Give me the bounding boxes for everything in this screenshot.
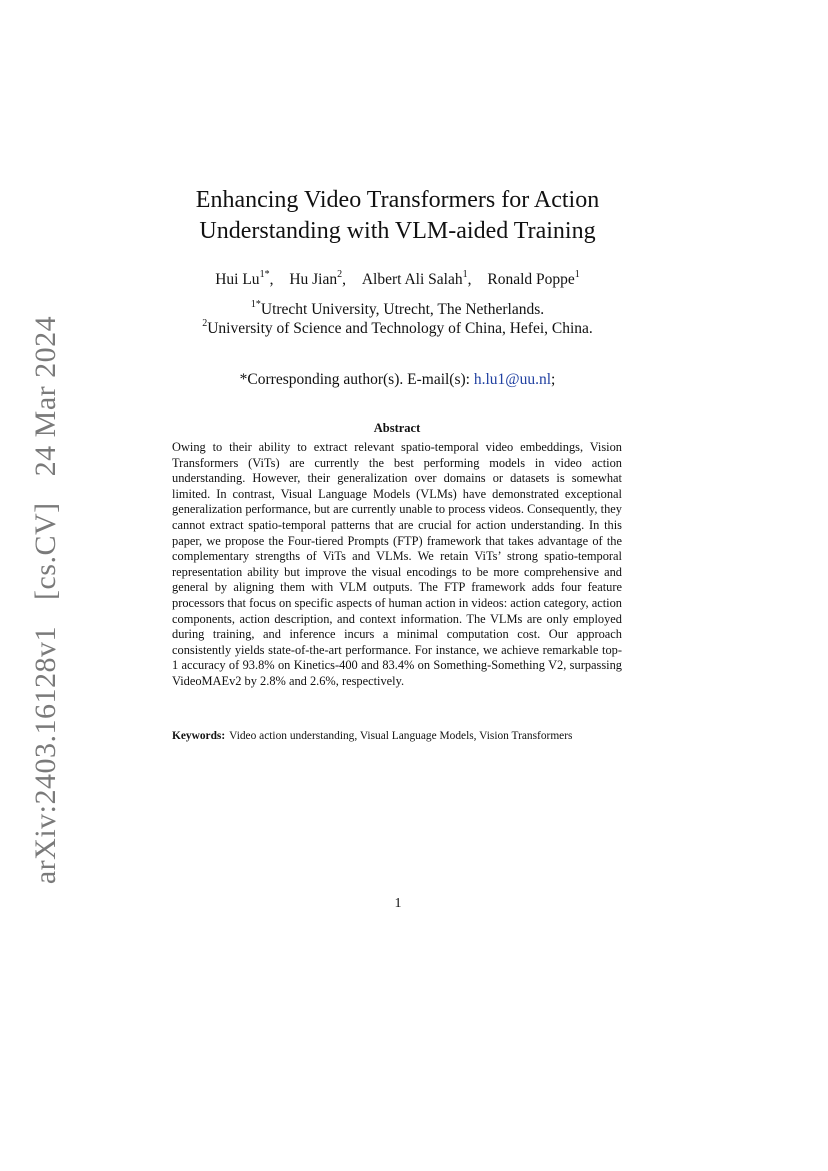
author-name: Ronald Poppe bbox=[487, 271, 575, 288]
email-link[interactable]: h.lu1@uu.nl bbox=[473, 371, 551, 388]
author-affil-mark: 2 bbox=[337, 268, 343, 280]
keywords-label: Keywords: bbox=[172, 730, 226, 742]
author: Hu Jian$^2$, bbox=[289, 268, 346, 288]
corresponding-author-line bbox=[120, 370, 675, 390]
author-list bbox=[120, 270, 675, 290]
paper-title bbox=[160, 185, 635, 247]
title-line-2: Understanding with VLM-aided Training bbox=[199, 218, 596, 244]
abstract-text: Owing to their ability to extract relevant spatio-temporal video embeddings, Vision Transformers (ViTs) are currently the best performing models in video action understanding. However, their generalization over domains or datasets is somewhat limited. In contrast, Visual Language Models (VLMs) have demonstrated exceptional generalization performance, but are currently unable to process videos. Consequently, they cannot extract spatio-temporal patterns that are crucial for action understanding. In this paper, we propose the Four-tiered Prompts (FTP) framework that takes advantage of the complementary strengths of ViTs and VLMs. We retain ViTs’ strong spatio-temporal representation ability but improve the visual encodings to be more comprehensive and general by aligning them with VLM outputs. The FTP framework adds four feature processors that focus on specific aspects of human action in videos: action category, action components, action description, and context information. The VLMs are only employed during training, and inference incurs a minimal computation cost. Our approach consistently yields state-of-the-art performance. For instance, we achieve remarkable top-1 accuracy of 93.8% on Kinetics-400 and 83.4% on Something-Something V2, surpassing VideoMAEv2 by 2.8% and 2.6%, respectively. bbox=[172, 440, 622, 688]
author: Albert Ali Salah$^1$, bbox=[361, 268, 472, 288]
author: Hui $Lu^{1*}$, bbox=[215, 268, 274, 288]
author bbox=[487, 268, 580, 288]
arxiv-category: [cs.CV] bbox=[29, 502, 62, 600]
abstract-heading: Abstract bbox=[373, 421, 421, 435]
arxiv-date: 24 Mar 2024 bbox=[29, 315, 62, 477]
author-affil-mark: 1 bbox=[574, 268, 580, 280]
affiliation-text: Utrecht University, Utrecht, The Netherlands. bbox=[260, 301, 545, 318]
author-name: Albert Ali Salah bbox=[361, 271, 463, 288]
arxiv-id: arXiv:2403.16128v1 bbox=[29, 626, 62, 885]
keywords-text: Video action understanding, Visual Language Models, Vision Transformers bbox=[229, 730, 573, 742]
corresponding-prefix: *Corresponding author(s). E-mail(s): bbox=[239, 371, 474, 388]
author-affil-mark: 1 bbox=[462, 268, 468, 280]
affiliation-mark: 1* bbox=[250, 298, 261, 310]
affiliation-1 bbox=[120, 300, 675, 320]
affiliation-2 bbox=[120, 319, 675, 339]
title-line-1: Enhancing Video Transformers for Action bbox=[195, 187, 600, 213]
affiliation-text: University of Science and Technology of China, Hefei, China. bbox=[207, 320, 593, 337]
author-name: Hui Lu bbox=[215, 271, 260, 288]
affiliation-mark: 2 bbox=[202, 317, 208, 329]
author-name: Hu Jian bbox=[289, 271, 338, 288]
corresponding-suffix: ; bbox=[551, 371, 556, 388]
arxiv-side-stamp bbox=[29, 307, 63, 893]
keywords-line bbox=[172, 729, 632, 744]
author-affil-mark: 1* bbox=[259, 268, 270, 280]
page-number: 1 bbox=[394, 896, 402, 911]
